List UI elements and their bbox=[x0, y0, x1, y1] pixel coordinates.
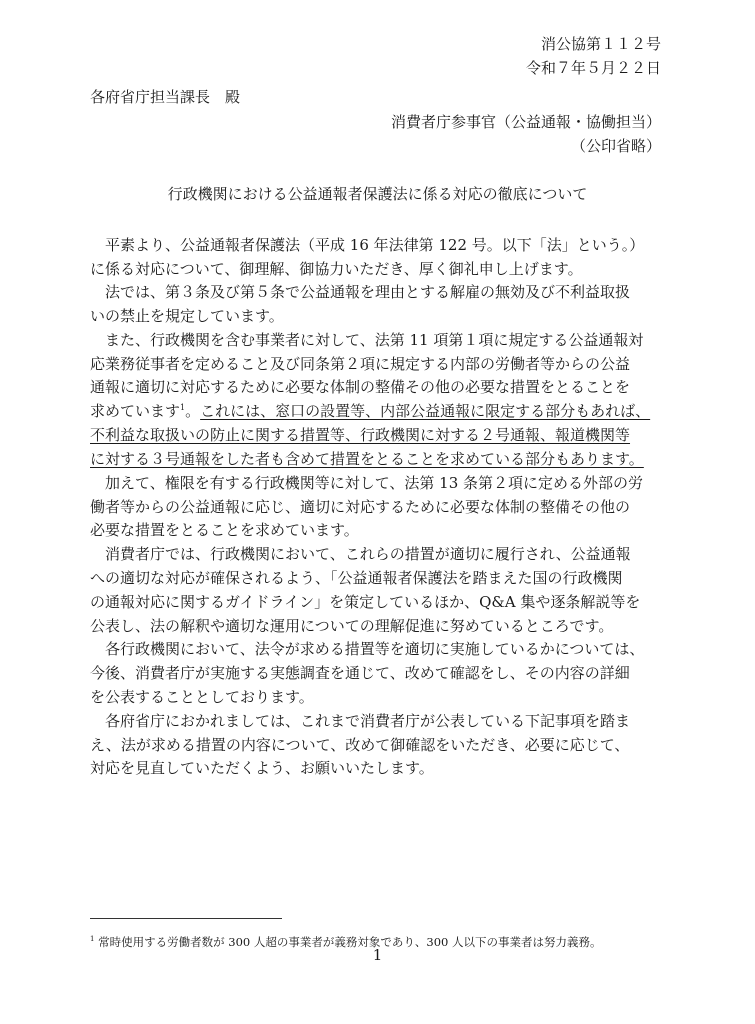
body-line: 公表し、法の解釈や適切な運用についての理解促進に努めているところです。 bbox=[90, 617, 614, 635]
footnote-text: 常時使用する労働者数が 300 人超の事業者が義務対象であり、300 人以下の事業者は努力義務。 bbox=[98, 935, 602, 949]
body-line bbox=[90, 400, 650, 422]
footnote-divider bbox=[90, 918, 282, 919]
body-line: 今後、消費者庁が実施する実態調査を通じて、改めて確認をし、その内容の詳細 bbox=[90, 664, 630, 682]
body-text-segment: 求めています bbox=[90, 402, 181, 420]
footnote-mark: 1 bbox=[90, 935, 95, 944]
underlined-text: に対する３号通報をした者も含めて措置をとることを求めている部分もあります。 bbox=[90, 450, 644, 468]
seal-omitted-note: （公印省略） bbox=[570, 137, 661, 155]
sender: 消費者庁参事官（公益通報・協働担当） bbox=[390, 113, 661, 131]
body-line: に係る対応について、御理解、御協力いただき、厚く御礼申し上げます。 bbox=[90, 260, 583, 278]
body-line: 消費者庁では、行政機関において、これらの措置が適切に履行され、公益通報 bbox=[105, 545, 631, 563]
document-title: 行政機関における公益通報者保護法に係る対応の徹底について bbox=[167, 185, 588, 203]
body-line: 通報に適切に対応するために必要な体制の整備その他の必要な措置をとることを bbox=[90, 378, 631, 396]
body-line: への適切な対応が確保されるよう、「公益通報者保護法を踏まえた国の行政機関 bbox=[90, 569, 623, 587]
body-line: 各行政機関において、法令が求める措置等を適切に実施しているかについては、 bbox=[105, 640, 645, 658]
body-line: 応業務従事者を定めること及び同条第２項に規定する内部の労働者等からの公益 bbox=[90, 355, 631, 373]
body-line: を公表することとしております。 bbox=[90, 688, 314, 706]
body-line: 対応を見直していただくよう、お願いいたします。 bbox=[90, 759, 434, 777]
footnote-reference: 1 bbox=[180, 403, 186, 412]
body-line: 必要な措置をとることを求めています。 bbox=[90, 521, 359, 539]
body-line: また、行政機関を含む事業者に対して、法第 11 項第１項に規定する公益通報対 bbox=[105, 331, 644, 349]
body-line: の通報対応に関するガイドライン」を策定しているほか、Q&A 集や逐条解説等を bbox=[90, 593, 641, 611]
underlined-text: これには、窓口の設置等、内部公益通報に限定する部分もあれば、 bbox=[200, 402, 651, 420]
body-line: 加えて、権限を有する行政機関等に対して、法第 13 条第２項に定める外部の労 bbox=[105, 474, 644, 492]
body-line: 各府省庁におかれましては、これまで消費者庁が公表している下記事項を踏ま bbox=[105, 712, 631, 730]
body-line: 働者等からの公益通報に応じ、適切に対応するために必要な体制の整備その他の bbox=[90, 498, 631, 516]
body-line: 平素より、公益通報者保護法（平成 16 年法律第 122 号。以下「法」という。） bbox=[105, 236, 645, 254]
page-number: 1 bbox=[372, 946, 383, 964]
document-number: 消公協第１１２号 bbox=[540, 35, 661, 53]
underlined-text: 不利益な取扱いの防止に関する措置等、行政機関に対する２号通報、報道機関等 bbox=[90, 426, 631, 444]
body-line: いの禁止を規定しています。 bbox=[90, 307, 284, 325]
document-date: 令和７年５月２２日 bbox=[525, 59, 661, 77]
body-line: え、法が求める措置の内容について、改めて御確認をいただき、必要に応じて、 bbox=[90, 736, 630, 754]
addressee: 各府省庁担当課長 殿 bbox=[90, 88, 241, 106]
body-text-segment: 。 bbox=[185, 402, 201, 420]
body-line: 法では、第３条及び第５条で公益通報を理由とする解雇の無効及び不利益取扱 bbox=[105, 283, 631, 301]
